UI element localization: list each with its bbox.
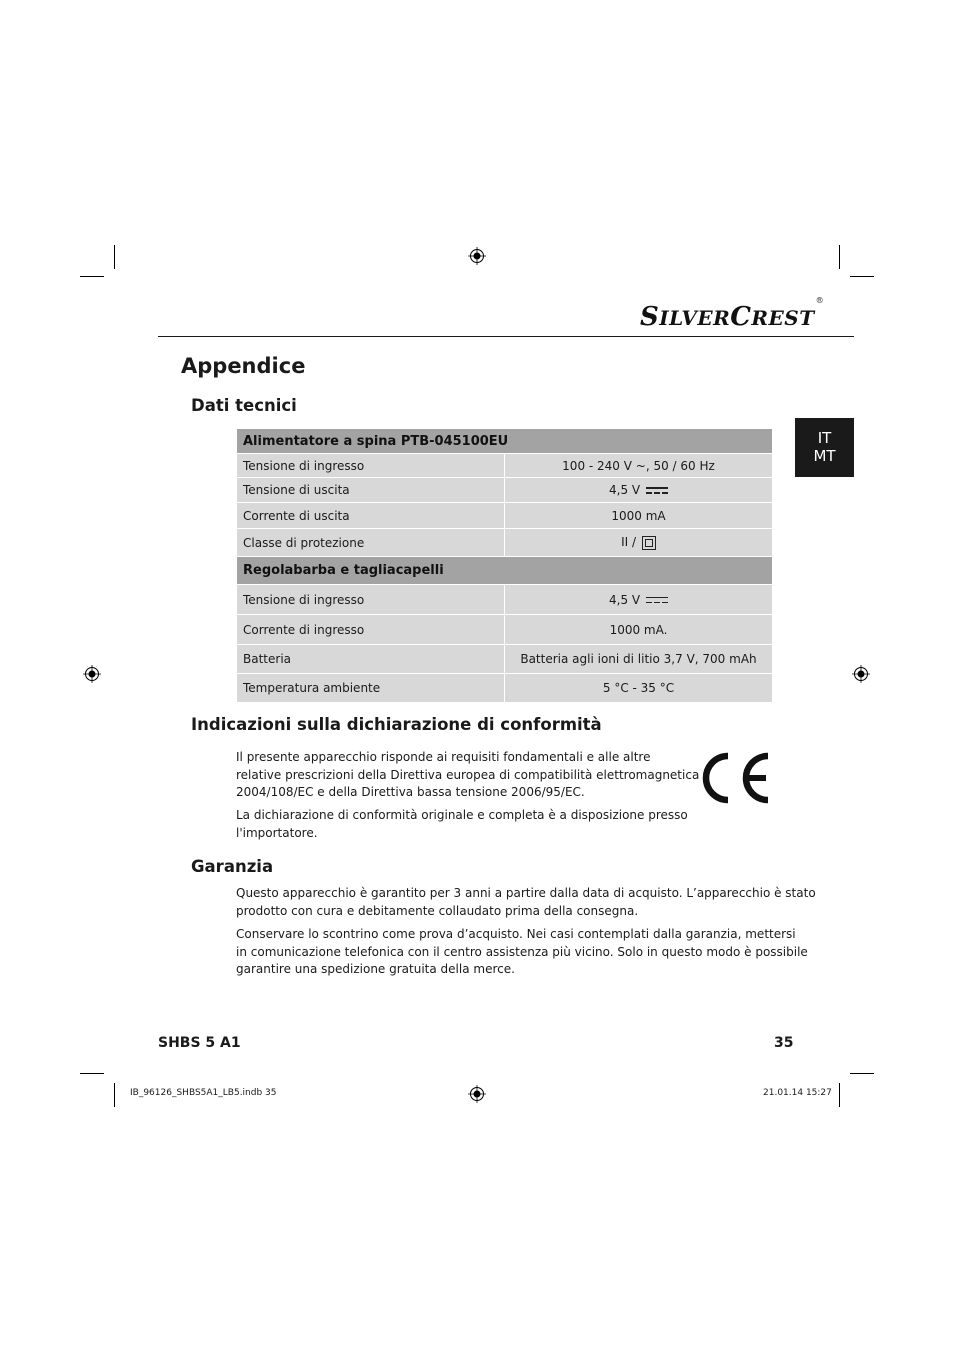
group-header-trimmer: Regolabarba e tagliacapelli [237, 557, 773, 585]
crop-mark [850, 276, 874, 277]
dc-symbol-icon [646, 487, 668, 494]
crop-mark [80, 276, 104, 277]
crop-mark [114, 1083, 115, 1107]
warranty-title: Garanzia [191, 857, 274, 876]
row-value: Batteria agli ioni di litio 3,7 V, 700 mAh [505, 645, 773, 674]
row-label: Corrente di ingresso [237, 615, 505, 645]
registration-mark-icon [852, 665, 870, 683]
row-label: Temperatura ambiente [237, 674, 505, 703]
row-label: Tensione di uscita [237, 478, 505, 503]
row-value: 4,5 V [609, 592, 641, 607]
language-tab [795, 418, 854, 477]
row-value-cell [505, 478, 773, 503]
header-rule [158, 336, 854, 337]
table-row [237, 585, 773, 615]
row-label: Tensione di ingresso [237, 585, 505, 615]
registration-mark-icon [83, 665, 101, 683]
language-tab-mt: MT [813, 447, 836, 465]
row-label: Corrente di uscita [237, 503, 505, 529]
slug-file: IB_96126_SHBS5A1_LB5.indb 35 [130, 1088, 277, 1098]
row-label: Tensione di ingresso [237, 454, 505, 478]
table-row [237, 674, 773, 703]
ce-mark-icon [696, 750, 772, 806]
language-tab-it: IT [817, 429, 832, 447]
conformity-paragraph-2: La dichiarazione di conformità originale e completa è a disposizione presso l'importatore. [236, 808, 688, 840]
table-group-header [237, 429, 773, 454]
group-header-power-supply: Alimentatore a spina PTB-045100EU [237, 429, 773, 454]
table-row [237, 454, 773, 478]
row-value-cell [505, 529, 773, 557]
technical-data-title: Dati tecnici [191, 396, 297, 415]
table-row [237, 529, 773, 557]
row-value: 4,5 V [609, 483, 641, 497]
warranty-paragraph-2: Conservare lo scontrino come prova d’acquisto. Nei casi contemplati dalla garanzia, mettersi in comunicazione telefonica con il centro assistenza più vicino. Solo in questo modo è possibile garantire una spedizione gratuita della merce. [236, 927, 808, 976]
row-label: Batteria [237, 645, 505, 674]
protection-class-ii-icon [642, 536, 656, 550]
table-row [237, 645, 773, 674]
crop-mark [839, 1083, 840, 1107]
row-value: 1000 mA [505, 503, 773, 529]
table-group-header [237, 557, 773, 585]
row-value: 100 - 240 V ~, 50 / 60 Hz [505, 454, 773, 478]
conformity-title: Indicazioni sulla dichiarazione di conformità [191, 715, 602, 734]
crop-mark [80, 1073, 104, 1074]
dc-symbol-icon [646, 597, 668, 604]
silvercrest-logo: SILVERCREST® [640, 296, 825, 332]
conformity-paragraph-1: Il presente apparecchio risponde ai requisiti fondamentali e alle altre relative prescrizioni della Direttiva europea di compatibilità elettromagnetica 2004/108/EC e della Direttiva bassa tensione 2006/95/EC. [236, 750, 700, 799]
technical-data-table [236, 428, 773, 703]
warranty-paragraph-1: Questo apparecchio è garantito per 3 anni a partire dalla data di acquisto. L’apparecchio è stato prodotto con cura e debitamente collaudato prima della consegna. [236, 886, 816, 918]
row-value: II / [621, 535, 637, 550]
registration-mark-icon [468, 247, 486, 265]
table-row [237, 615, 773, 645]
row-label: Classe di protezione [237, 529, 505, 557]
page-number: 35 [774, 1035, 794, 1051]
crop-mark [839, 245, 840, 269]
row-value-cell [505, 585, 773, 615]
row-value: 1000 mA. [505, 615, 773, 645]
page-title: Appendice [181, 354, 306, 378]
table-row [237, 478, 773, 503]
row-value: 5 °C - 35 °C [505, 674, 773, 703]
footer-model: SHBS 5 A1 [158, 1035, 241, 1051]
crop-mark [850, 1073, 874, 1074]
crop-mark [114, 245, 115, 269]
table-row [237, 503, 773, 529]
registration-mark-icon [468, 1085, 486, 1103]
slug-date: 21.01.14 15:27 [763, 1088, 832, 1098]
